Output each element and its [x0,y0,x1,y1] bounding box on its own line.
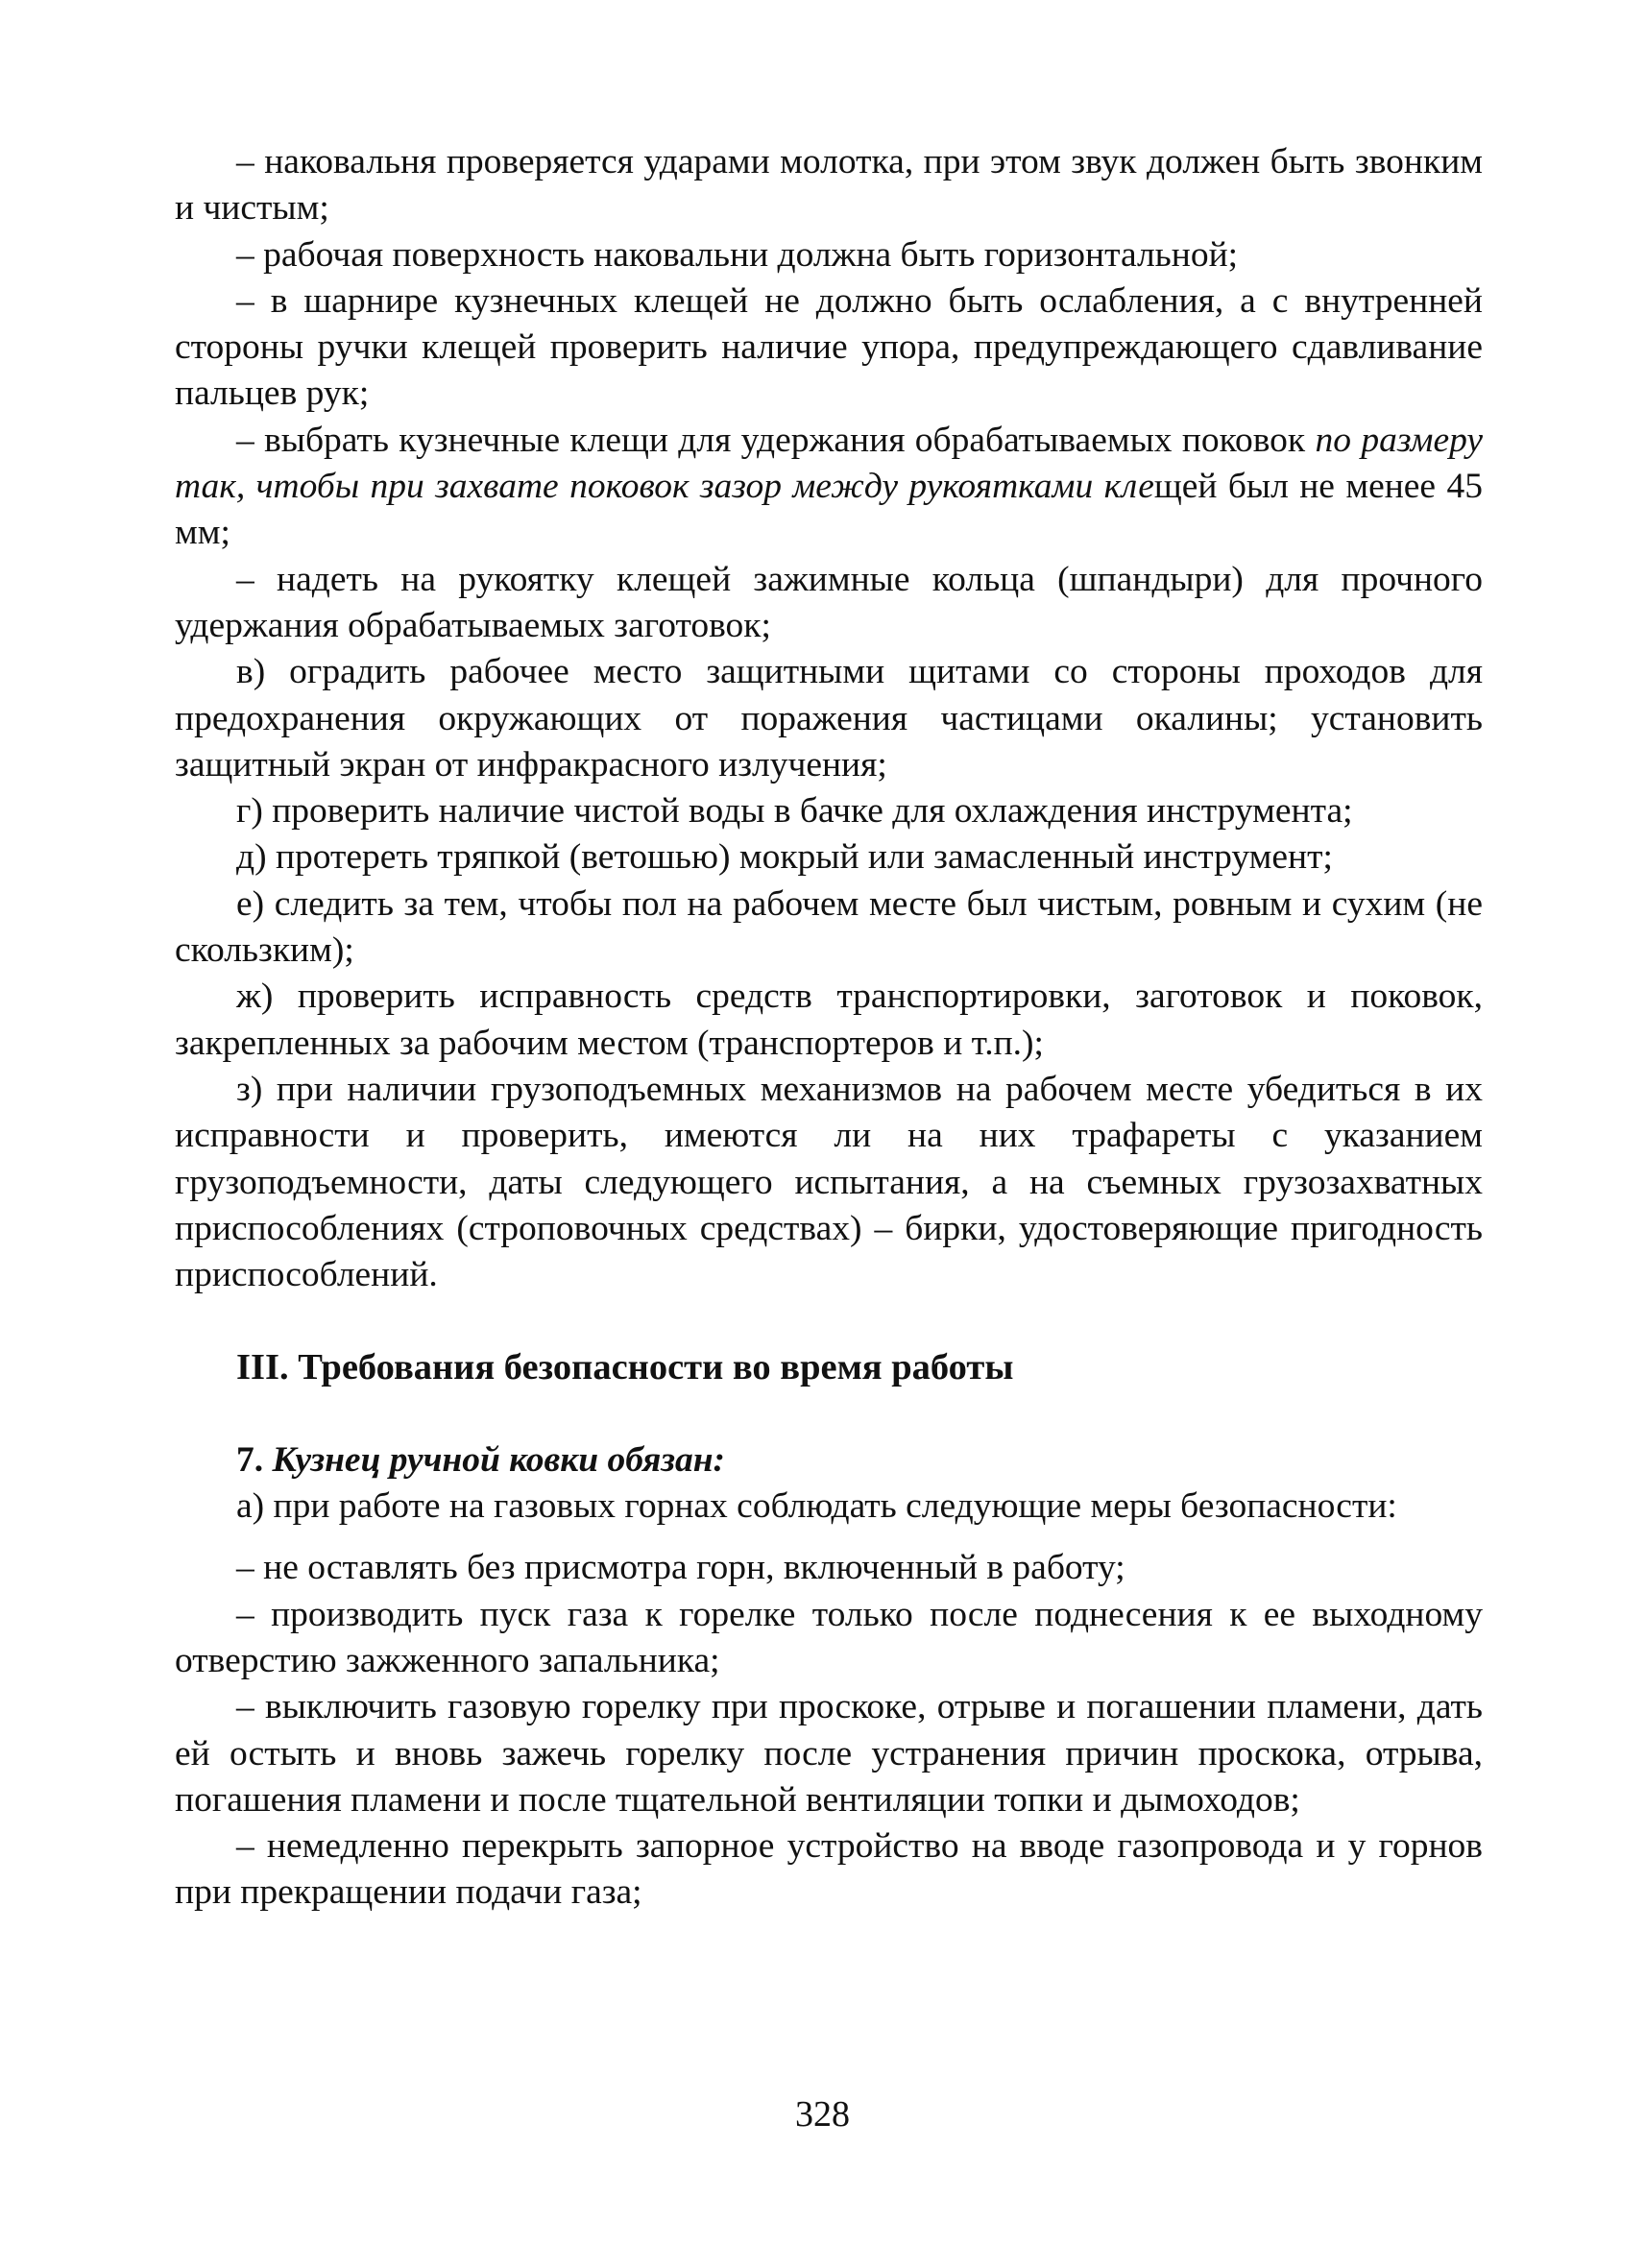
paragraph-gas-start: – производить пуск газа к горелке только после поднесения к ее выходному отверстию зажженного запальника; [175,1594,1483,1680]
paragraph-anvil-surface: – рабочая поверхность наковальни должна быть горизонтальной; [236,234,1239,275]
paragraph-tongs-hinge: – в шарнире кузнечных клещей не должно быть ослабления, а с внутренней стороны ручки клещей проверить наличие упора, предупреждающего сдавливание пальцев рук; [175,280,1483,414]
spacer [175,1530,1483,1545]
paragraph-item-a: а) при работе на газовых горнах соблюдать следующие меры безопасности: [236,1486,1397,1527]
paragraph-item-zh: ж) проверить исправность средств транспортировки, заготовок и поковок, закрепленных за рабочим местом (транспортеров и т.п.); [175,977,1483,1063]
paragraph-item-d: д) протереть тряпкой (ветошью) мокрый или замасленный инструмент; [236,837,1333,878]
page-body [175,139,1483,1917]
paragraph-tongs-select [175,418,1483,557]
page-number: 328 [795,2094,850,2135]
paragraph-burner-off: – выключить газовую горелку при проскоке, отрыве и погашении пламени, дать ей остыть и вновь зажечь горелку после устранения причин проскока, отрыва, погашения пламени и после тщательной вентиляции топки и дымоходов; [175,1687,1483,1820]
paragraph-tongs-rings: – надеть на рукоятку клещей зажимные кольца (шпандыри) для прочного удержания обрабатываемых заготовок; [175,559,1483,645]
paragraph-item-z: з) при наличии грузоподъемных механизмов на рабочем месте убедиться в их исправности и проверить, имеются ли на них трафареты с указанием грузоподъемности, даты следующего испытания, а на съемных грузозахватных приспособлениях (строповочных средствах) – бирки, удостоверяющие пригодность приспособлений. [175,1069,1483,1295]
paragraph-tongs-select-italic: по размеру так, чтобы при захвате поковок зазор между рукоятками кле [175,420,1483,507]
section-heading: III. Требования безопасности во время работы [236,1347,1014,1388]
paragraph-item-g: г) проверить наличие чистой воды в бачке для охлаждения инструмента; [236,791,1353,832]
paragraph-anvil-sound: – наковальня проверяется ударами молотка, при этом звук должен быть звонким и чистым; [175,142,1483,229]
paragraph-tongs-select-start: – выбрать кузнечные клещи для удержания обрабатываемых поковок [236,420,1316,460]
subhead-number: 7. [236,1439,264,1480]
paragraph-tongs-select-end: щей был не менее 45 мм; [175,467,1483,553]
subhead-label: Кузнец ручной ковки обязан: [272,1439,726,1480]
paragraph-item-e: е) следить за тем, чтобы пол на рабочем месте был чистым, ровным и сухим (не скользким); [175,883,1483,971]
subhead-7 [175,1437,1483,1484]
paragraph-gas-shutoff: – немедленно перекрыть запорное устройство на вводе газопровода и у горнов при прекращении подачи газа; [175,1826,1483,1913]
paragraph-forge-unattended: – не оставлять без присмотра горн, включенный в работу; [236,1548,1125,1588]
paragraph-item-v: в) оградить рабочее место защитными щитами со стороны проходов для предохранения окружающих от поражения частицами окалины; установить защитный экран от инфракрасного излучения; [175,652,1483,784]
